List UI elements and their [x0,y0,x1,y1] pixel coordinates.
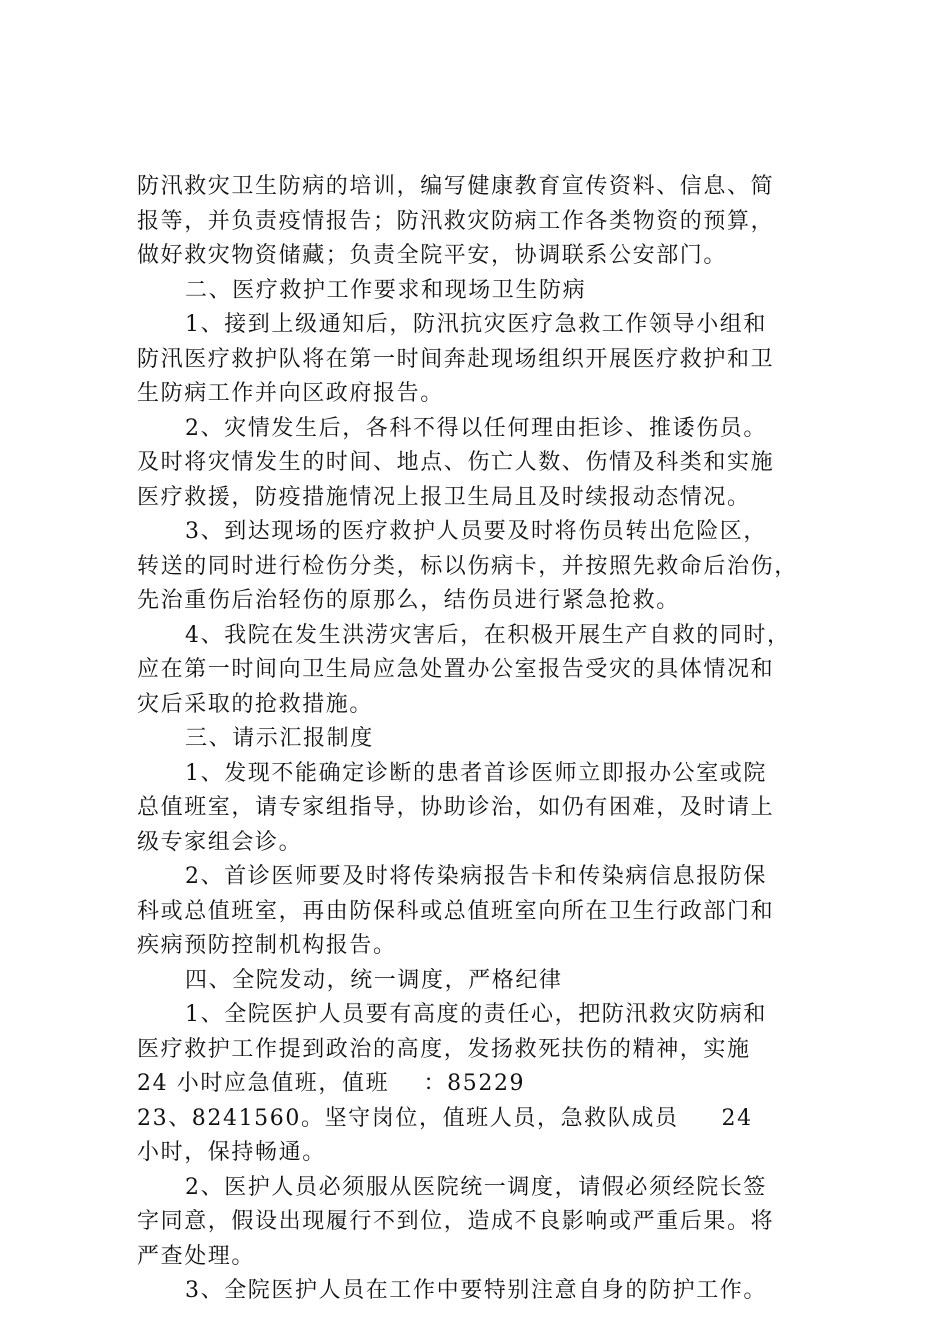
text-line: 医疗救援，防疫措施情况上报卫生局且及时续报动态情况。 [137,484,751,510]
text-line: 4、我院在发生洪涝灾害后，在积极开展生产自救的同时， [185,622,791,648]
text-line: 医疗救护工作提到政治的高度，发扬救死扶伤的精神，实施 [137,1036,751,1062]
text-line: 1、发现不能确定诊断的患者首诊医师立即报办公室或院 [185,760,767,786]
text-line: 先治重伤后治轻伤的原那么，结伤员进行紧急抢救。 [137,588,680,613]
section-heading: 四、全院发动，统一调度，严格纪律 [185,967,563,993]
text-line: 2、灾情发生后，各科不得以任何理由拒诊、推诿伤员。 [185,415,767,441]
text-line: 3、到达现场的医疗救护人员要及时将伤员转出危险区， [185,519,767,544]
text-line: 23、8241560。坚守岗位，值班人员，急救队成员 24 [137,1105,753,1131]
text-line: 3、全院医护人员在工作中要特别注意自身的防护工作。 [185,1278,767,1303]
text-line: 1、全院医护人员要有高度的责任心，把防汛救灾防病和 [185,1002,767,1027]
text-line: 1、接到上级通知后，防汛抗灾医疗急救工作领导小组和 [185,312,767,337]
text-line: 灾后采取的抢救措施。 [137,691,374,717]
text-line: 科或总值班室，再由防保科或总值班室向所在卫生行政部门和 [137,898,775,924]
text-line: 报等，并负责疫情报告；防汛救灾防病工作各类物资的预算， [137,208,775,234]
text-line: 防汛医疗救护队将在第一时间奔赴现场组织开展医疗救护和卫 [137,346,775,372]
section-heading: 三、请示汇报制度 [185,726,374,751]
section-heading: 二、医疗救护工作要求和现场卫生防病 [185,277,587,303]
text-line: 应在第一时间向卫生局应急处置办公室报告受灾的具体情况和 [137,657,775,682]
text-line: 疾病预防控制机构报告。 [137,933,397,958]
text-line: 级专家组会诊。 [137,829,303,855]
document-body [137,170,857,1309]
text-line: 做好救灾物资储藏；负责全院平安，协调联系公安部门。 [137,243,728,268]
text-line: 总值班室，请专家组指导，协助诊治，如仍有困难，及时请上 [137,795,775,820]
text-line: 生防病工作并向区政府报告。 [137,381,444,406]
text-line: 2、首诊医师要及时将传染病报告卡和传染病信息报防保 [185,864,767,889]
text-line: 转送的同时进行检伤分类，标以伤病卡，并按照先救命后治伤， [137,553,798,579]
text-line: 24 小时应急值班，值班 ：85229 [137,1071,526,1096]
text-line: 严查处理。 [137,1243,256,1269]
text-line: 防汛救灾卫生防病的培训，编写健康教育宣传资料、信息、简 [137,174,775,199]
text-line: 及时将灾情发生的时间、地点、伤亡人数、伤情及科类和实施 [137,450,775,475]
text-line: 小时，保持畅通。 [137,1140,326,1165]
text-line: 2、医护人员必须服从医院统一调度，请假必须经院长签 [185,1174,767,1200]
text-line: 字同意，假设出现履行不到位，造成不良影响或严重后果。将 [137,1209,775,1234]
